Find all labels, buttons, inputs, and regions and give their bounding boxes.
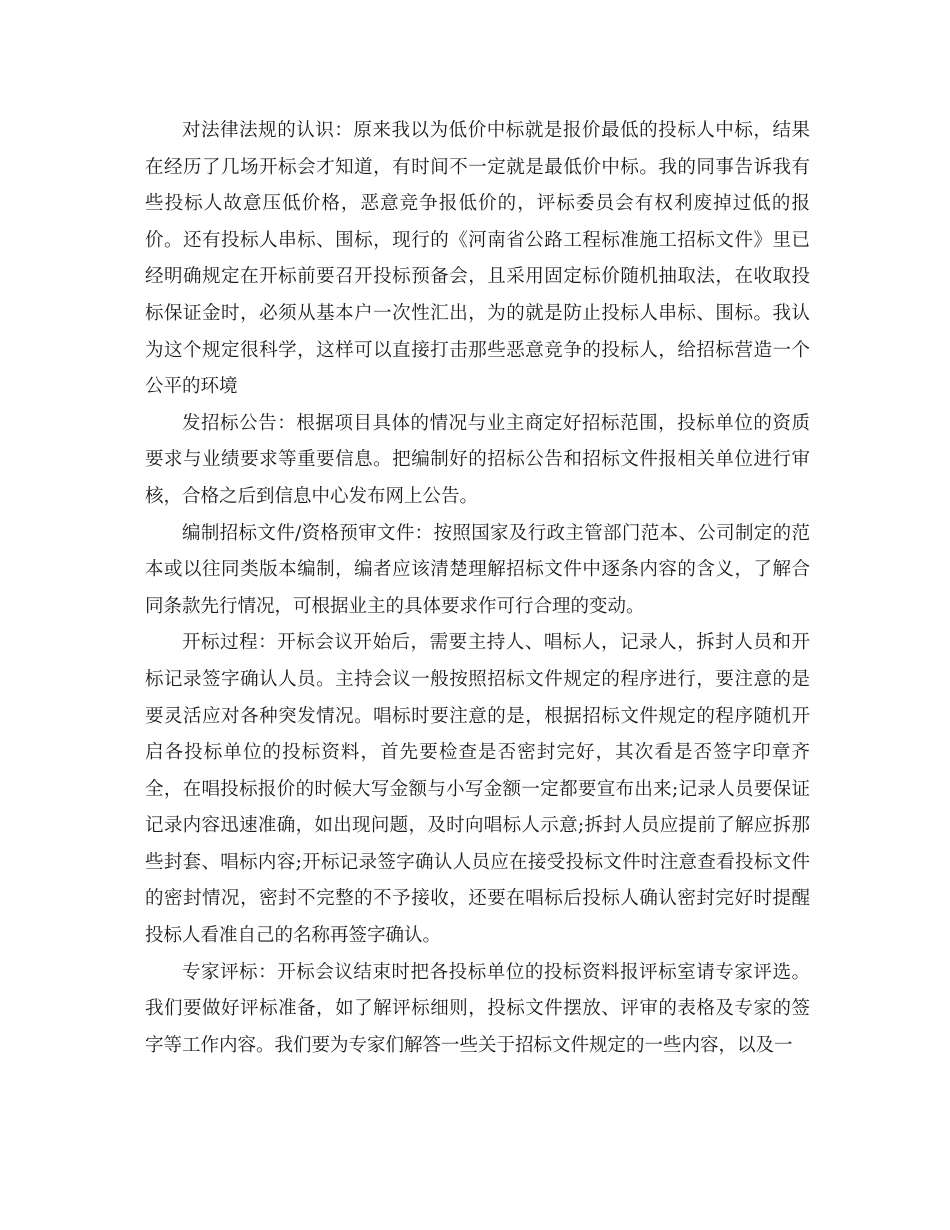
paragraph-tender-announcement: 发招标公告：根据项目具体的情况与业主商定好招标范围，投标单位的资质要求与业绩要求等重要信息。把编制好的招标公告和招标文件报相关单位进行审核，合格之后到信息中心发布网上公告。 xyxy=(145,412,810,507)
paragraph-tender-documents: 编制招标文件/资格预审文件：按照国家及行政主管部门范本、公司制定的范本或以往同类版本编制，编者应该清楚理解招标文件中逐条内容的含义，了解合同条款先行情况，可根据业主的具体要求作可行合理的变动。 xyxy=(145,522,810,617)
document-body xyxy=(145,113,810,1064)
paragraph-bid-opening: 开标过程：开标会议开始后，需要主持人、唱标人，记录人，拆封人员和开标记录签字确认人员。主持会议一般按照招标文件规定的程序进行，要注意的是要灵活应对各种突发情况。唱标时要注意的是，根据招标文件规定的程序随机开启各投标单位的投标资料，首先要检查是否密封完好，其次看是否签字印章齐全，在唱投标报价的时候大写金额与小写金额一定都要宣布出来;记录人员要保证记录内容迅速准确，如出现问题，及时向唱标人示意;拆封人员应提前了解应拆那些封套、唱标内容;开标记录签字确认人员应在接受投标文件时注意查看投标文件的密封情况，密封不完整的不予接收，还要在唱标后投标人确认密封完好时提醒投标人看准自己的名称再签字确认。 xyxy=(145,632,810,947)
paragraph-expert-evaluation: 专家评标：开标会议结束时把各投标单位的投标资料报评标室请专家评选。我们要做好评标准备，如了解评标细则，投标文件摆放、评审的表格及专家的签字等工作内容。我们要为专家们解答一些关于招标文件规定的一些内容，以及一 xyxy=(145,961,810,1056)
paragraph-legal-understanding: 对法律法规的认识：原来我以为低价中标就是报价最低的投标人中标，结果在经历了几场开标会才知道，有时间不一定就是最低价中标。我的同事告诉我有些投标人故意压低价格，恶意竞争报低价的，评标委员会有权利废掉过低的报价。还有投标人串标、围标，现行的《河南省公路工程标准施工招标文件》里已经明确规定在开标前要召开投标预备会，且采用固定标价随机抽取法，在收取投标保证金时，必须从基本户一次性汇出，为的就是防止投标人串标、围标。我认为这个规定很科学，这样可以直接打击那些恶意竞争的投标人，给招标营造一个公平的环境 xyxy=(145,120,810,398)
